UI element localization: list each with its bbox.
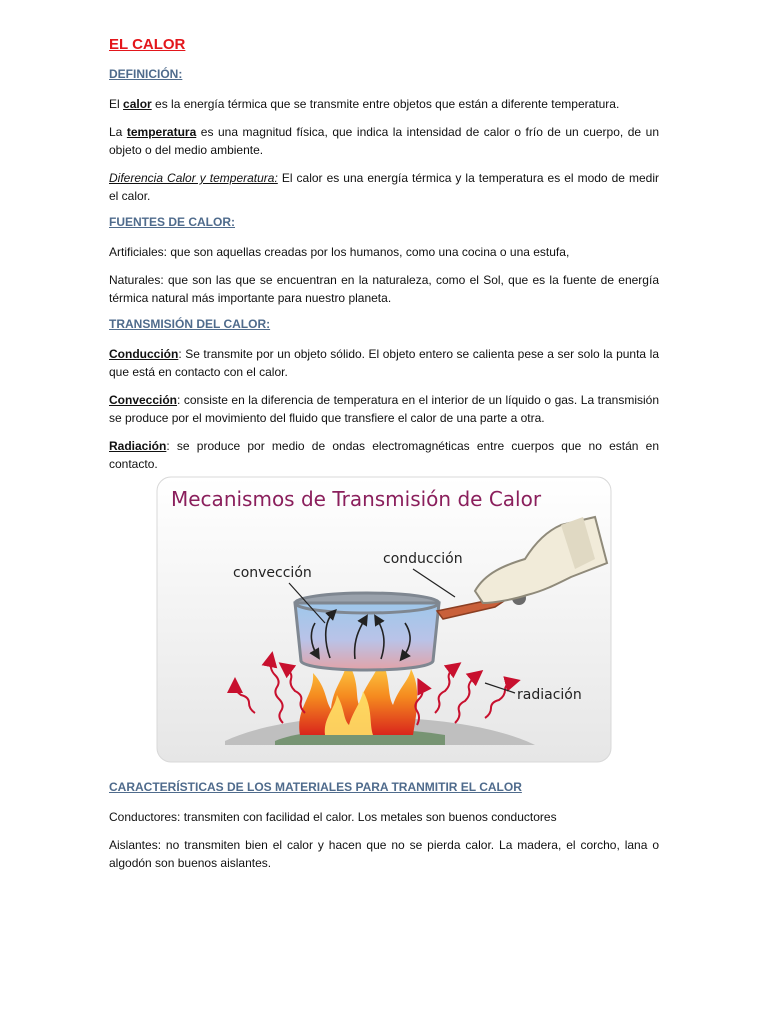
heading-fuentes: FUENTES DE CALOR:	[109, 215, 235, 229]
heat-transfer-figure	[155, 473, 613, 766]
term-conveccion: Convección	[109, 393, 178, 407]
label-conveccion: convección	[233, 565, 312, 581]
paragraph-conductores: Conductores: transmiten con facilidad el calor. Los metales son buenos conductores	[109, 810, 557, 824]
heading-transmision: TRANSMISIÓN DEL CALOR:	[109, 317, 271, 331]
term-calor: calor	[123, 97, 152, 111]
label-conduccion: conducción	[383, 551, 463, 567]
paragraph-calor: El calor es la energía térmica que se transmite entre objetos que están a diferente temperatura.	[109, 97, 620, 111]
paragraph-aislantes: Aislantes: no transmiten bien el calor y hacen que no se pierda calor. La madera, el corcho, lana o algodón son buenos aislantes.	[109, 838, 659, 870]
term-conduccion: Conducción	[109, 347, 179, 361]
paragraph-conveccion: Convección: consiste en la diferencia de temperatura en el interior de un líquido o gas. La transmisión se produce por el movimiento del fluido que transfiere el calor de una parte a otra.	[109, 393, 659, 425]
term-diferencia: Diferencia Calor y temperatura:	[109, 171, 278, 185]
term-temperatura: temperatura	[126, 125, 197, 139]
paragraph-radiacion: Radiación: se produce por medio de ondas electromagnéticas entre cuerpos que no están en contacto.	[109, 439, 659, 471]
figure-title: Mecanismos de Transmisión de Calor	[171, 487, 542, 511]
heat-transfer-illustration	[155, 473, 613, 766]
document-content-lower	[109, 780, 659, 882]
heading-materiales: CARACTERÍSTICAS DE LOS MATERIALES PARA TRANMITIR EL CALOR	[109, 780, 522, 794]
label-radiacion: radiación	[517, 687, 582, 703]
paragraph-diferencia: Diferencia Calor y temperatura: El calor es una energía térmica y la temperatura es el modo de medir el calor.	[109, 171, 660, 203]
paragraph-conduccion: Conducción: Se transmite por un objeto sólido. El objeto entero se calienta pese a ser solo la punta la que está en contacto con el calor.	[109, 347, 659, 379]
page-title: EL CALOR	[109, 36, 186, 53]
document-content	[109, 36, 659, 483]
heading-definicion: DEFINICIÓN:	[109, 67, 183, 81]
term-radiacion: Radiación	[109, 439, 167, 453]
paragraph-temperatura: La temperatura es una magnitud física, que indica la intensidad de calor o frío de un cuerpo, de un objeto o del medio ambiente.	[109, 125, 659, 157]
paragraph-artificiales: Artificiales: que son aquellas creadas por los humanos, como una cocina o una estufa,	[109, 245, 570, 259]
paragraph-naturales: Naturales: que son las que se encuentran en la naturaleza, como el Sol, que es la fuente de energía térmica natural más importante para nuestro planeta.	[109, 273, 659, 305]
